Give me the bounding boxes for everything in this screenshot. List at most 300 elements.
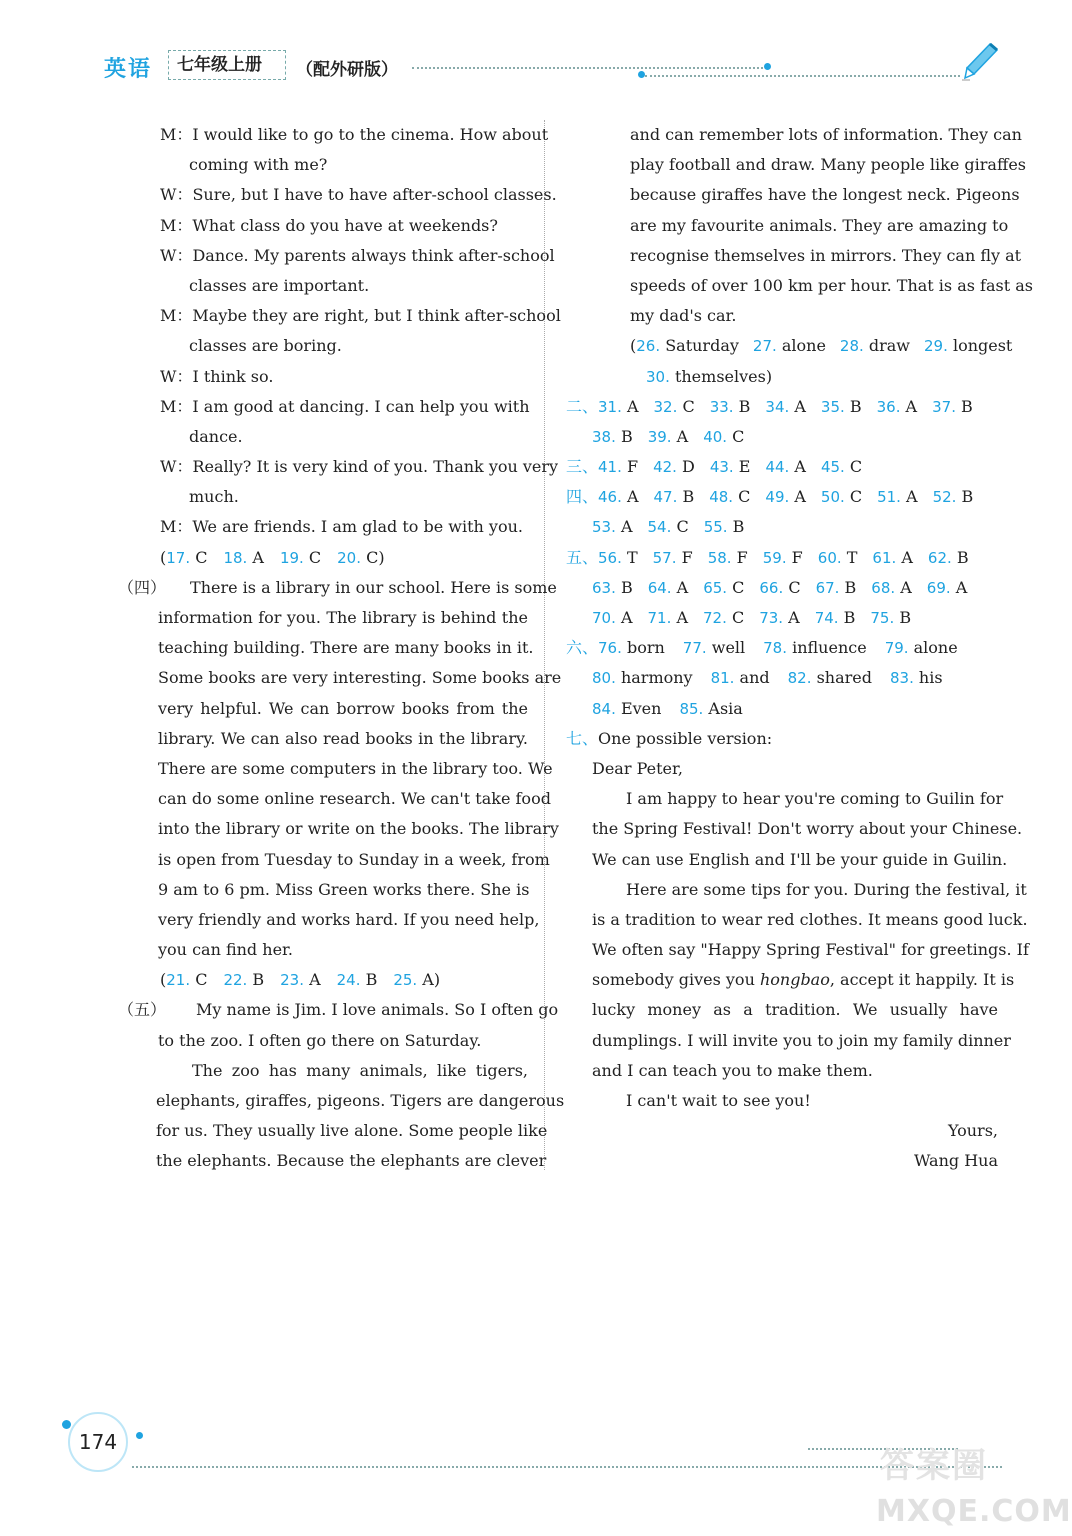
passage-line <box>118 603 528 633</box>
answer-value: C <box>844 457 863 477</box>
answer-value: A <box>615 517 633 537</box>
dialogue-line <box>118 241 555 271</box>
answer-value: B <box>727 517 745 537</box>
answer-item <box>703 427 744 446</box>
section-label: 二、 <box>566 396 599 416</box>
answer-item <box>166 970 207 989</box>
passage-text: because giraffes have the longest neck. Pigeons <box>630 185 1020 205</box>
answer-item <box>710 457 751 476</box>
speaker-label: M： <box>160 396 193 416</box>
answer-value: longest <box>947 336 1013 356</box>
answer-item <box>818 548 858 567</box>
question-number: 77. <box>682 639 707 658</box>
answer-value: C <box>783 577 801 597</box>
letter-line <box>566 814 1023 844</box>
answer-value: alone <box>908 638 958 658</box>
question-number: 41. <box>598 458 622 477</box>
letter-text: is a tradition to wear red clothes. It means good luck. <box>592 909 1028 929</box>
speaker-label: W： <box>160 245 193 265</box>
question-number: 29. <box>924 337 948 356</box>
question-number: 51. <box>877 488 901 507</box>
answer-item <box>711 668 770 687</box>
question-number: 75. <box>870 609 895 627</box>
answer-value: B <box>360 970 378 990</box>
answer-item <box>648 427 689 446</box>
answer-item <box>765 457 806 476</box>
passage-text: into the library or write on the books. The library <box>158 819 559 839</box>
answer-value: A <box>671 577 689 597</box>
answer-item <box>592 608 633 627</box>
answer-value: A <box>895 577 912 597</box>
letter-text: We often say "Happy Spring Festival" for greetings. If <box>592 940 1029 960</box>
dialogue-line <box>118 301 561 331</box>
passage-text: can do some online research. We can't take food <box>158 789 551 809</box>
dialogue-text: Dance. My parents always think after-school <box>192 245 555 265</box>
answer-item <box>890 668 943 687</box>
answer-item <box>592 578 633 597</box>
passage-text: play football and draw. Many people like giraffes <box>630 155 1026 175</box>
letter-line <box>566 935 1029 965</box>
answer-item <box>598 457 638 476</box>
dialogue-text: Really? It is very kind of you. Thank you very <box>192 457 559 477</box>
passage-text: library. We can also read books in the library. <box>158 728 528 748</box>
dialogue-text: I think so. <box>192 366 274 386</box>
letter-text: Yours, <box>947 1121 998 1141</box>
letter-line <box>566 1086 998 1116</box>
answer-row <box>566 422 998 452</box>
speaker-label: W： <box>160 366 193 386</box>
answer-value: E <box>733 457 751 477</box>
answer-value: A) <box>417 970 441 990</box>
question-number: 78. <box>763 639 787 658</box>
passage-text: Some books are very interesting. Some books are <box>158 668 562 688</box>
question-number: 60. <box>817 548 842 567</box>
passage-line <box>566 211 1009 241</box>
letter-line <box>566 845 1008 875</box>
answer-value: F <box>731 547 748 567</box>
answer-value: Even <box>615 698 662 718</box>
question-number: 58. <box>707 548 732 567</box>
letter-text: the Spring Festival! Don't worry about your Chinese. <box>592 819 1023 839</box>
passage-text: you can find her. <box>158 940 294 960</box>
answer-item <box>598 548 638 567</box>
passage-text: for us. They usually live alone. Some people like <box>156 1121 548 1141</box>
answer-value: harmony <box>615 668 693 688</box>
answer-value: F <box>786 547 803 567</box>
passage-line <box>566 271 1033 301</box>
section-heading-5 <box>118 995 559 1025</box>
answer-item <box>654 397 695 416</box>
answer-item <box>654 487 695 506</box>
answer-value: A <box>671 608 688 627</box>
letter-line <box>566 784 1004 814</box>
subject-title: 英语 <box>104 57 153 82</box>
question-number: 33. <box>709 397 734 416</box>
question-number: 31. <box>598 397 622 416</box>
question-number: 79. <box>884 639 909 658</box>
answer-value: C <box>190 547 208 567</box>
section-label: 五、 <box>566 547 599 567</box>
answer-value: A <box>789 396 806 416</box>
dialogue-text: I would like to go to the cinema. How about <box>192 125 549 144</box>
question-number: 28. <box>839 337 864 356</box>
answer-item <box>877 397 918 416</box>
answer-value: F <box>676 547 693 567</box>
answer-value: draw <box>863 336 910 356</box>
question-number: 27. <box>752 337 777 356</box>
answer-value: A <box>247 547 264 567</box>
answer-row <box>566 543 998 573</box>
question-number: 25. <box>393 971 418 990</box>
header-rule-lower <box>645 75 960 77</box>
answer-value: and <box>734 668 770 688</box>
answer-value: A <box>621 396 639 416</box>
dialogue-line <box>118 362 528 392</box>
answer-item <box>223 548 264 567</box>
question-number: 70. <box>592 609 616 627</box>
answer-value: B <box>615 426 633 446</box>
passage-line <box>566 180 1020 210</box>
question-number: 47. <box>653 488 678 507</box>
question-number: 23. <box>280 971 304 990</box>
passage-line <box>118 663 562 693</box>
answer-value: A <box>900 396 918 416</box>
passage-line <box>118 1116 548 1146</box>
dialogue-line <box>118 392 528 422</box>
question-number: 68. <box>871 578 896 597</box>
passage-line <box>118 905 540 935</box>
answer-value: C <box>190 970 208 990</box>
answer-value: C <box>727 577 745 597</box>
answer-item <box>924 336 1012 355</box>
passage-line <box>118 845 550 875</box>
dialogue-line <box>118 422 528 452</box>
question-number: 17. <box>166 548 191 567</box>
section-heading-4 <box>118 573 557 603</box>
section-label: 三、 <box>566 457 599 477</box>
letter-text: lucky money as a tradition. We usually have <box>592 1000 998 1020</box>
answer-row <box>566 633 998 663</box>
footer-rule <box>132 1466 1002 1468</box>
passage-text: is open from Tuesday to Sunday in a week, from <box>158 849 550 869</box>
section-label: （四） <box>118 577 167 597</box>
answer-item <box>709 487 750 506</box>
question-number: 30. <box>646 367 670 386</box>
question-number: 52. <box>932 488 957 507</box>
answer-item <box>821 487 862 506</box>
answer-item <box>759 578 800 597</box>
passage-line <box>566 150 1026 180</box>
answer-item <box>821 457 862 476</box>
answer-item <box>872 548 913 567</box>
question-number: 84. <box>592 699 616 718</box>
question-number: 85. <box>679 699 704 718</box>
question-number: 37. <box>932 397 956 416</box>
answer-value: born <box>621 638 665 658</box>
dialogue-text: much. <box>189 487 239 507</box>
answer-row <box>566 663 998 693</box>
answer-value: themselves) <box>669 366 773 386</box>
passage-line <box>118 814 559 844</box>
letter-line <box>566 995 998 1025</box>
watermark-text: MXQE.COM <box>876 1494 1072 1529</box>
answer-value: A <box>671 426 689 446</box>
letter-text: I can't wait to see you! <box>626 1091 811 1110</box>
answer-value: B <box>955 396 973 416</box>
answer-value: D <box>676 457 695 477</box>
letter-closing <box>566 1116 998 1146</box>
answer-item <box>927 578 968 597</box>
answer-item <box>932 397 973 416</box>
passage-text: very helpful. We can borrow books from the <box>158 698 528 718</box>
question-number: 80. <box>592 669 616 688</box>
letter-intro: One possible version: <box>598 728 773 748</box>
answer-item <box>598 397 639 416</box>
dialogue-line <box>118 271 528 301</box>
answer-value: B <box>247 970 265 990</box>
answer-value: B <box>677 487 695 507</box>
speaker-label: M： <box>160 517 193 537</box>
passage-text: The zoo has many animals, like tigers, <box>192 1060 528 1080</box>
question-number: 21. <box>166 971 191 990</box>
dialogue-line <box>118 211 528 241</box>
passage-line <box>118 935 528 965</box>
answer-item <box>933 487 974 506</box>
answer-item <box>337 548 384 567</box>
dialogue-text: coming with me? <box>189 155 328 175</box>
answer-value: shared <box>811 668 872 688</box>
question-number: 66. <box>759 578 784 597</box>
section-label: （五） <box>118 1000 167 1020</box>
passage-line <box>118 875 528 905</box>
answer-value: C <box>733 487 751 507</box>
answer-paren: ( <box>160 547 167 567</box>
question-number: 18. <box>223 548 248 567</box>
answer-paren: ( <box>630 336 637 356</box>
answer-row <box>566 694 998 724</box>
answer-item <box>708 548 748 567</box>
question-number: 45. <box>820 458 845 477</box>
question-number: 69. <box>926 578 951 597</box>
answer-value: T <box>621 547 638 567</box>
answer-item <box>648 608 689 627</box>
header-rule <box>412 67 767 69</box>
letter-text: dumplings. I will invite you to join my family dinner <box>592 1030 1011 1050</box>
question-number: 39. <box>647 427 672 446</box>
answer-value: C <box>726 608 745 627</box>
answer-item <box>337 970 378 989</box>
passage-text: the elephants. Because the elephants are clever <box>156 1151 547 1171</box>
answer-item <box>704 517 745 536</box>
answer-item <box>280 970 321 989</box>
question-number: 57. <box>652 548 677 567</box>
question-number: 38. <box>592 427 616 446</box>
answer-row <box>118 543 528 573</box>
answer-value: B <box>951 547 969 567</box>
answer-value: alone <box>776 336 826 356</box>
dialogue-line <box>118 452 559 482</box>
question-number: 35. <box>820 397 845 416</box>
answer-item <box>815 608 856 627</box>
answer-row <box>566 452 998 482</box>
answer-item <box>765 397 806 416</box>
passage-line <box>118 784 551 814</box>
answer-item <box>703 578 744 597</box>
dialogue-text: Maybe they are right, but I think after-school <box>192 306 561 326</box>
question-number: 54. <box>647 518 672 537</box>
answer-item <box>759 608 800 627</box>
question-number: 19. <box>279 548 304 567</box>
passage-line <box>118 633 534 663</box>
question-number: 42. <box>653 458 677 477</box>
letter-text: and I can teach you to make them. <box>592 1060 873 1080</box>
question-number: 67. <box>815 578 840 597</box>
answer-value: C <box>671 517 689 537</box>
passage-line <box>118 1026 528 1056</box>
grade-label: 七年级上册 <box>168 50 286 80</box>
watermark-logo: 答案圈 <box>880 1446 988 1486</box>
question-number: 20. <box>337 548 361 567</box>
question-number: 46. <box>598 488 622 507</box>
question-number: 73. <box>759 609 784 627</box>
answer-value: A <box>621 487 639 507</box>
letter-text: I am happy to hear you're coming to Guilin for <box>626 789 1004 809</box>
passage-text: My name is Jim. I love animals. So I often go <box>196 1000 559 1020</box>
answer-value: F <box>621 457 639 477</box>
answer-value: B <box>615 577 633 597</box>
answer-value: well <box>706 638 746 658</box>
passage-text: to the zoo. I often go there on Saturday. <box>158 1030 482 1050</box>
letter-text <box>592 970 1014 989</box>
answer-value: A <box>950 577 968 597</box>
page-header <box>0 0 1050 100</box>
dialogue-line <box>118 482 528 512</box>
answer-item <box>598 638 665 657</box>
header-dot <box>638 71 645 78</box>
answer-item <box>753 336 826 355</box>
dialogue-text: classes are important. <box>189 275 370 295</box>
passage-line <box>118 754 553 784</box>
letter-greeting <box>566 754 998 784</box>
answer-item <box>683 638 745 657</box>
question-number: 43. <box>709 458 734 477</box>
answer-item <box>592 517 633 536</box>
answer-value: A <box>896 547 913 567</box>
letter-line <box>566 965 1015 995</box>
answer-item <box>679 699 742 718</box>
passage-text: recognise themselves in mirrors. They can fly at <box>630 245 1022 265</box>
answer-value: B <box>839 577 857 597</box>
dialogue-line <box>118 150 528 180</box>
question-number: 36. <box>876 397 901 416</box>
section-label: 四、 <box>566 487 599 507</box>
question-number: 61. <box>872 548 897 567</box>
question-number: 56. <box>598 548 622 567</box>
page-dot <box>62 1420 71 1429</box>
letter-text: Here are some tips for you. During the festival, it <box>626 879 1027 899</box>
question-number: 71. <box>647 609 672 627</box>
answer-item <box>710 397 751 416</box>
left-column <box>118 120 565 1177</box>
passage-text: speeds of over 100 km per hour. That is as fast as <box>630 275 1033 295</box>
answer-row <box>566 512 998 542</box>
speaker-label: M： <box>160 306 193 326</box>
question-number: 34. <box>765 397 790 416</box>
answer-item <box>870 608 911 627</box>
answer-value: A <box>615 608 633 627</box>
dialogue-text: classes are boring. <box>189 336 342 356</box>
dialogue-text: What class do you have at weekends? <box>192 215 498 235</box>
answer-value: his <box>913 668 943 688</box>
answer-item <box>648 578 689 597</box>
question-number: 44. <box>765 458 790 477</box>
passage-line <box>118 1146 547 1176</box>
question-number: 82. <box>787 669 812 688</box>
question-number: 59. <box>762 548 787 567</box>
passage-text: elephants, giraffes, pigeons. Tigers are dangerous <box>156 1091 565 1110</box>
answer-value: A <box>783 608 800 627</box>
right-column <box>566 120 1033 1177</box>
section-label: 六、 <box>566 638 599 658</box>
question-number: 81. <box>710 669 735 688</box>
answer-value: C <box>844 487 863 507</box>
italic-word: hongbao <box>759 970 830 990</box>
answer-item <box>393 970 440 989</box>
letter-line <box>566 1056 998 1086</box>
answer-item <box>928 548 969 567</box>
letter-text-part: somebody gives you <box>592 970 760 990</box>
answer-value: B <box>956 487 974 507</box>
question-number: 24. <box>336 971 361 990</box>
answer-row <box>566 603 998 633</box>
page-dot <box>136 1432 143 1439</box>
dialogue-text: Sure, but I have to have after-school classes. <box>192 185 557 205</box>
answer-item <box>653 457 695 476</box>
dialogue-line <box>118 120 549 150</box>
answer-row <box>118 965 528 995</box>
answer-value: C <box>677 396 695 416</box>
question-number: 62. <box>927 548 952 567</box>
answer-item <box>280 548 321 567</box>
answer-row <box>566 482 998 512</box>
passage-line <box>566 120 1022 150</box>
answer-row <box>566 362 998 392</box>
passage-text: my dad's car. <box>630 306 737 326</box>
dialogue-line <box>118 331 528 361</box>
answer-item <box>653 548 693 567</box>
answer-value: Asia <box>703 698 743 718</box>
passage-text: 9 am to 6 pm. Miss Green works there. She is <box>158 879 530 899</box>
dialogue-text: I am good at dancing. I can help you with <box>192 396 530 416</box>
answer-item <box>763 638 867 657</box>
answer-item <box>765 487 806 506</box>
speaker-label: W： <box>160 457 193 477</box>
answer-row <box>566 392 998 422</box>
passage-line <box>118 694 528 724</box>
answer-row <box>566 573 998 603</box>
letter-signature <box>566 1146 998 1176</box>
answer-item <box>223 970 264 989</box>
page-number: 174 <box>68 1412 128 1472</box>
passage-line <box>118 1056 528 1086</box>
question-number: 32. <box>653 397 678 416</box>
question-number: 65. <box>703 578 728 597</box>
answer-item <box>763 548 803 567</box>
question-number: 22. <box>223 971 248 990</box>
answer-item <box>598 487 639 506</box>
dialogue-line <box>118 180 557 210</box>
passage-line <box>566 301 998 331</box>
